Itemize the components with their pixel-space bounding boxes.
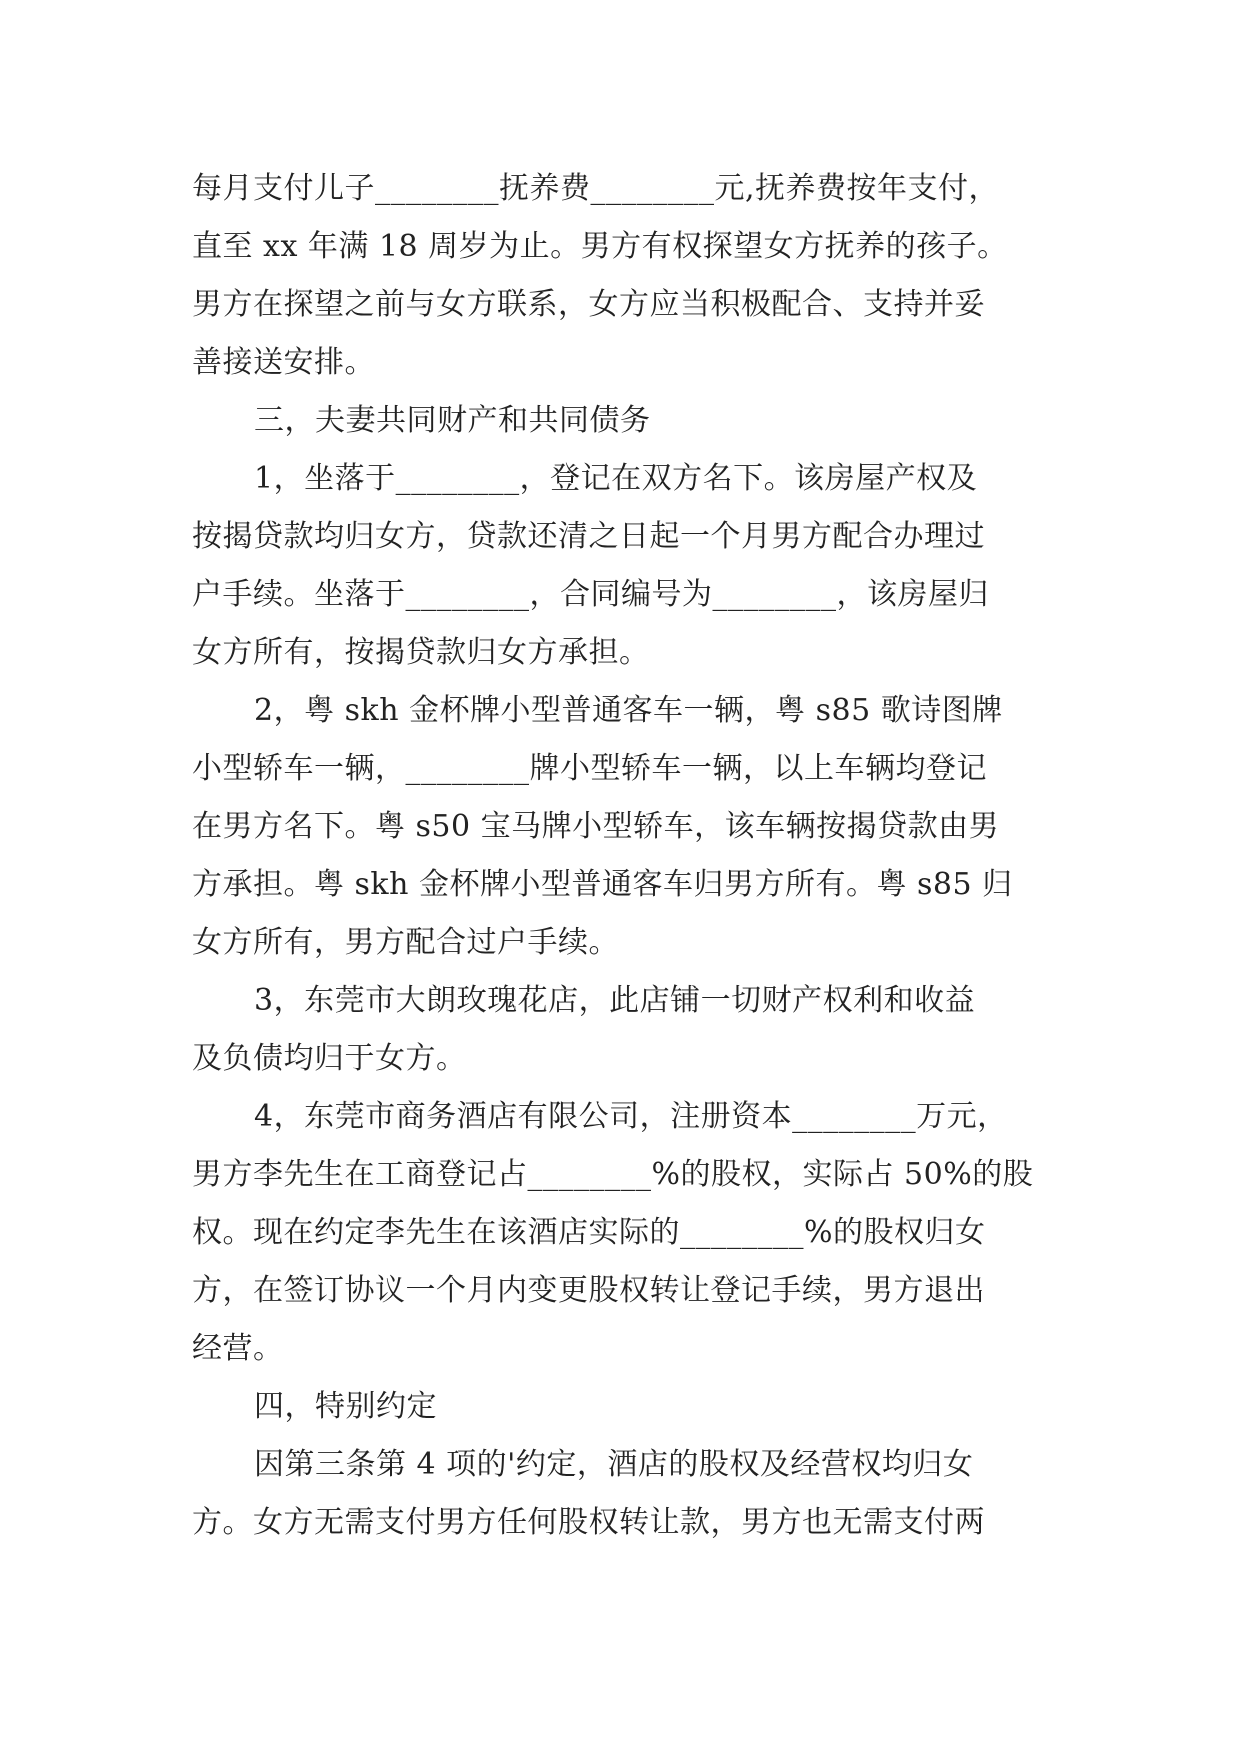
text-line: 权。现在约定李先生在该酒店实际的________%的股权归女 xyxy=(192,1215,986,1250)
text-line: 3，东莞市大朗玫瑰花店，此店铺一切财产权利和收益 xyxy=(254,983,976,1018)
text-line: 男方在探望之前与女方联系，女方应当积极配合、支持并妥 xyxy=(192,287,985,322)
section-heading: 三，夫妻共同财产和共同债务 xyxy=(254,403,651,438)
text-line: 按揭贷款均归女方，贷款还清之日起一个月男方配合办理过 xyxy=(192,519,985,554)
text-line: 小型轿车一辆，________牌小型轿车一辆，以上车辆均登记 xyxy=(192,751,987,786)
text-line: 在男方名下。粤 s50 宝马牌小型轿车，该车辆按揭贷款由男 xyxy=(192,809,1000,844)
section-heading: 四，特别约定 xyxy=(254,1389,437,1424)
document-body xyxy=(192,160,1072,1552)
text-line: 方，在签订协议一个月内变更股权转让登记手续，男方退出 xyxy=(192,1273,985,1308)
text-line: 户手续。坐落于________，合同编号为________，该房屋归 xyxy=(192,577,989,612)
text-line: 2，粤 skh 金杯牌小型普通客车一辆，粤 s85 歌诗图牌 xyxy=(254,693,1003,728)
text-line: 1，坐落于________，登记在双方名下。该房屋产权及 xyxy=(254,461,978,496)
text-line: 经营。 xyxy=(192,1331,284,1366)
text-line: 善接送安排。 xyxy=(192,345,375,380)
text-line: 每月支付儿子________抚养费________元,抚养费按年支付， xyxy=(192,171,1000,206)
text-line: 直至 xx 年满 18 周岁为止。男方有权探望女方抚养的孩子。 xyxy=(192,229,1008,264)
text-line: 及负债均归于女方。 xyxy=(192,1041,467,1076)
text-line: 男方李先生在工商登记占________%的股权，实际占 50%的股 xyxy=(192,1157,1034,1192)
text-line: 因第三条第 4 项的'约定，酒店的股权及经营权均归女 xyxy=(254,1447,974,1482)
text-line: 女方所有，男方配合过户手续。 xyxy=(192,925,619,960)
text-line: 女方所有，按揭贷款归女方承担。 xyxy=(192,635,650,670)
text-line: 方承担。粤 skh 金杯牌小型普通客车归男方所有。粤 s85 归 xyxy=(192,867,1013,902)
text-line: 方。女方无需支付男方任何股权转让款，男方也无需支付两 xyxy=(192,1505,985,1540)
text-line: 4，东莞市商务酒店有限公司，注册资本________万元， xyxy=(254,1099,1008,1134)
